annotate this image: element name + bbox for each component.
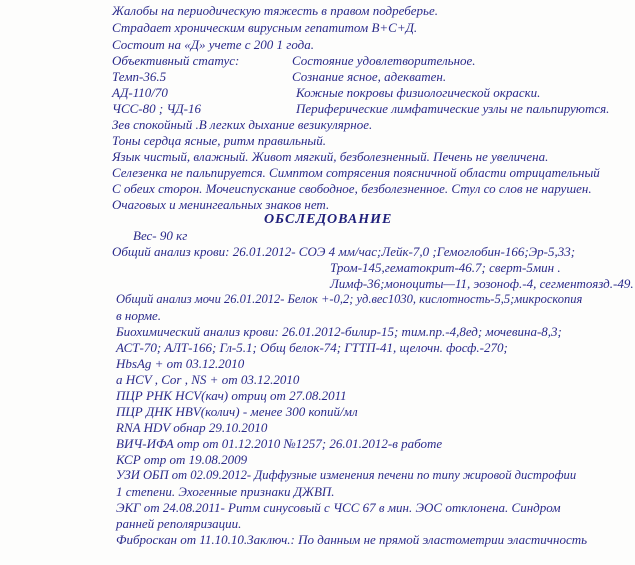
fibroscan-line-1: Фиброскан от 11.10.10.Заключ.: По данным не прямой эластометрии эластичность bbox=[116, 532, 588, 547]
heart-tones-line: Тоны сердца ясные, ритм правильный. bbox=[112, 133, 326, 148]
neuro-line: Очаговых и менингеальных знаков нет. bbox=[112, 197, 330, 212]
hiv-line: ВИЧ-ИФА отр от 01.12.2010 №1257; 26.01.2012-в работе bbox=[116, 436, 443, 451]
skin-condition: Кожные покровы физиологической окраски. bbox=[296, 85, 541, 100]
temperature: Темп-36.5 bbox=[112, 69, 167, 84]
section-title: ОБСЛЕДОВАНИЕ bbox=[264, 212, 393, 227]
general-condition: Состояние удовлетворительное. bbox=[292, 53, 476, 68]
cbc-line-3: Лимф-36;моноциты—11, эозоноф.-4, сегментоязд.-49. bbox=[330, 276, 634, 291]
heart-rate: ЧСС-80 ; ЧД-16 bbox=[112, 101, 202, 116]
complaints-line: Жалобы на периодическую тяжесть в правом подреберье. bbox=[112, 3, 438, 18]
lymph-nodes: Периферические лимфатические узлы не пальпируются. bbox=[296, 101, 610, 116]
abdomen-line: Язык чистый, влажный. Живот мягкий, безболезненный. Печень не увеличена. bbox=[112, 149, 549, 164]
rna-hdv-line: RNA HDV обнар 29.10.2010 bbox=[116, 420, 268, 435]
spleen-line: Селезенка не пальпируется. Симптом сотрясения поясничной области отрицательный bbox=[112, 165, 600, 180]
urinalysis-norm: в норме. bbox=[116, 308, 162, 323]
cbc-line-2: Тром-145,гематокрит-46.7; сверт-5мин . bbox=[330, 260, 561, 275]
pcr-hcv-line: ПЦР РНК HCV(кач) отриц от 27.08.2011 bbox=[116, 388, 347, 403]
hbsag-line: HbsAg + от 03.12.2010 bbox=[116, 356, 245, 371]
ultrasound-line-2: 1 степени. Эхогенные признаки ДЖВП. bbox=[116, 484, 335, 499]
throat-lungs-line: Зев спокойный .В легких дыхание везикулярное. bbox=[112, 117, 373, 132]
chronic-hepatitis-line: Страдает хроническим вирусным гепатитом В+С+Д. bbox=[112, 20, 418, 35]
urinalysis-line: Общий анализ мочи 26.01.2012- Белок +-0,2; уд.вес1030, кислотность-5,5;микроскопия bbox=[116, 292, 583, 306]
ahcv-line: a HCV , Cor , NS + от 03.12.2010 bbox=[116, 372, 300, 387]
pcr-hbv-line: ПЦР ДНК HBV(колич) - менее 300 копий/мл bbox=[116, 404, 358, 419]
blood-pressure: АД-110/70 bbox=[112, 85, 168, 100]
objective-status-label: Объективный статус: bbox=[112, 53, 240, 68]
ecg-line-2: ранней реполяризации. bbox=[116, 516, 242, 531]
dispensary-line: Состоит на «Д» учете с 200 1 года. bbox=[112, 37, 315, 52]
ecg-line-1: ЭКГ от 24.08.2011- Ритм синусовый с ЧСС 67 в мин. ЭОС отклонена. Синдром bbox=[116, 500, 561, 515]
consciousness: Сознание ясное, адекватен. bbox=[292, 69, 447, 84]
ultrasound-line-1: УЗИ ОБП от 02.09.2012- Диффузные изменения печени по типу жировой дистрофии bbox=[116, 468, 577, 482]
ksr-line: КСР отр от 19.08.2009 bbox=[116, 452, 248, 467]
urination-line: С обеих сторон. Мочеиспускание свободное, безболезненное. Стул со слов не нарушен. bbox=[112, 181, 592, 196]
biochem-line-2: АСТ-70; АЛТ-166; Гл-5.1; Общ белок-74; ГТТП-41, щелочн. фосф.-270; bbox=[116, 340, 508, 355]
cbc-line-1: Общий анализ крови: 26.01.2012- СОЭ 4 мм/час;Лейк-7,0 ;Гемоглобин-166;Эр-5,33; bbox=[112, 244, 576, 259]
biochem-line-1: Биохимический анализ крови: 26.01.2012-билир-15; тим.пр.-4,8ед; мочевина-8,3; bbox=[116, 324, 562, 339]
weight-line: Вес- 90 кг bbox=[133, 228, 188, 243]
